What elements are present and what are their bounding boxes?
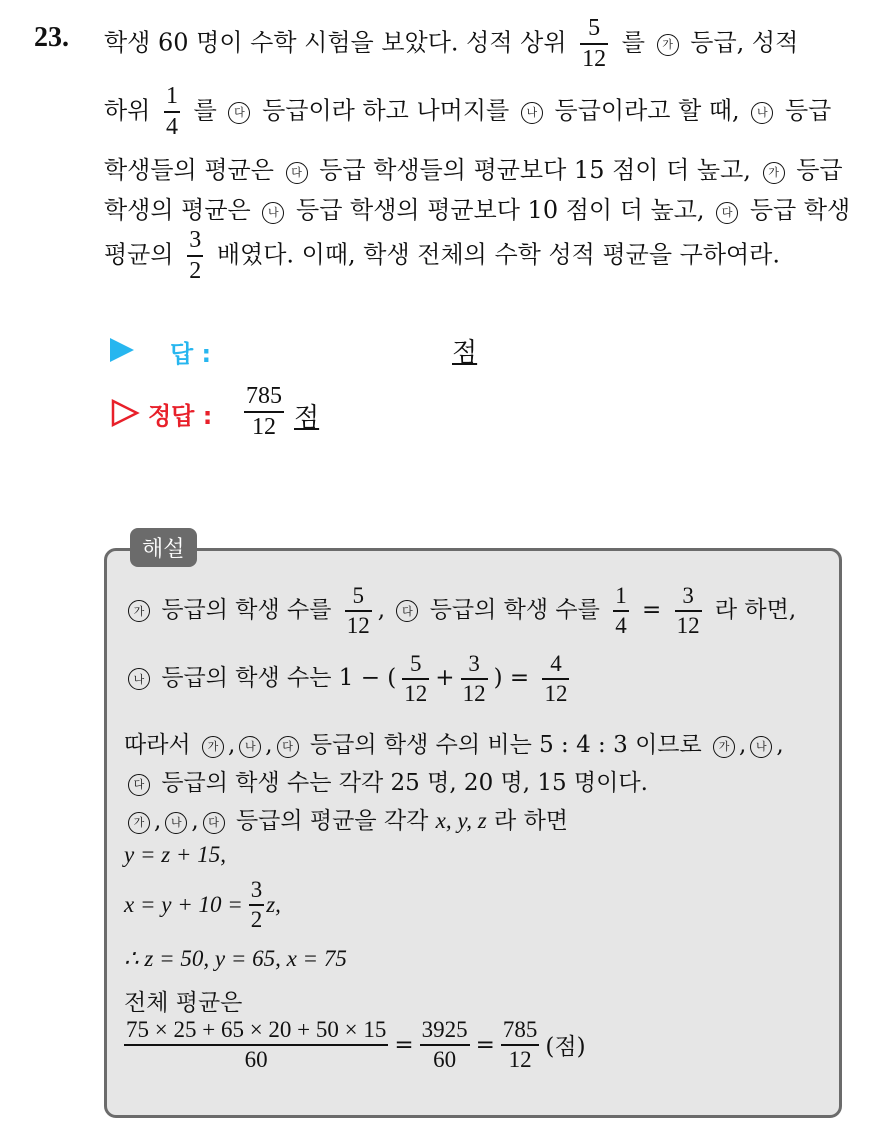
correct-answer — [238, 384, 319, 440]
explanation-line-3: 따라서 가 , 나 , 다 등급의 학생 수의 비는 5 : 4 : 3 이므로 가 , 나 , — [124, 732, 784, 758]
equals-sign: = — [394, 1031, 414, 1058]
grade-na-mark: 나 — [750, 736, 772, 758]
grade-da-mark: 다 — [203, 812, 225, 834]
problem-text: 를 — [193, 96, 217, 125]
problem-line-2 — [104, 84, 831, 140]
grade-na-mark: 나 — [521, 102, 543, 124]
fraction: $\frac{5}{12}$ — [404, 651, 428, 706]
problem-text: 학생의 평균은 — [104, 196, 251, 224]
problem-text: 학생들의 평균은 — [104, 156, 274, 184]
explanation-line-9: 전체 평균은 — [124, 990, 243, 1016]
grade-ga-mark: 가 — [657, 34, 679, 56]
equation-solution: ∴ z = 50, y = 65, x = 75 — [124, 946, 347, 971]
problem-text: 학생 60 명이 수학 시험을 보았다. 성적 상위 — [104, 28, 567, 57]
grade-da-mark: 다 — [286, 162, 308, 184]
answer-blank[interactable]: 점 — [452, 338, 478, 368]
grade-da-mark: 다 — [396, 600, 418, 622]
explanation-line-1 — [124, 584, 796, 638]
fraction-total: $\frac{75 \times 25 + 65 \times 20 + 50 \times 15}{60}$ — [126, 1017, 387, 1072]
explanation-text: 따라서 — [124, 732, 191, 758]
equation-text: x = y + 10 = — [124, 891, 243, 917]
explanation-text: ) = — [493, 664, 530, 691]
fraction-3-2: $\frac{3}{2}$ — [189, 227, 202, 284]
explanation-line-4 — [124, 764, 648, 797]
explanation-text: 등급의 학생 수를 — [429, 596, 600, 623]
unit-label: (점) — [545, 1034, 586, 1061]
answer-arrow-icon — [110, 338, 134, 362]
question-number: 23. — [34, 22, 69, 53]
explanation-text: 등급의 학생 수를 — [161, 596, 332, 623]
explanation-text: 라 하면 — [494, 808, 569, 834]
explanation-tab: 해설 — [130, 528, 197, 567]
grade-na-mark: 나 — [239, 736, 261, 758]
grade-ga-mark: 가 — [763, 162, 785, 184]
fraction: $\frac{1}{4}$ — [615, 583, 627, 638]
equation-text: z, — [266, 891, 281, 917]
problem-line-1 — [104, 16, 798, 72]
fraction: $\frac{3}{12}$ — [676, 583, 700, 638]
problem-text: 하위 — [104, 96, 151, 125]
explanation-text: 라 하면, — [714, 596, 797, 623]
answer-label: 답 : — [170, 340, 212, 368]
grade-da-mark: 다 — [128, 774, 150, 796]
equals-sign: = — [475, 1031, 495, 1058]
final-calculation — [124, 1018, 586, 1072]
explanation-text: 등급의 평균을 각각 — [235, 808, 429, 834]
fraction-1-4: $\frac{1}{4}$ — [166, 83, 179, 140]
fraction-5-12: $\frac{5}{12}$ — [582, 15, 607, 72]
problem-text: 등급, 성적 — [690, 28, 799, 57]
fraction: $\frac{5}{12}$ — [346, 583, 370, 638]
fraction: $\frac{4}{12}$ — [544, 651, 568, 706]
problem-text: 평균의 — [104, 240, 174, 269]
fraction: $\frac{3}{12}$ — [462, 651, 486, 706]
grade-na-mark: 나 — [751, 102, 773, 124]
grade-ga-mark: 가 — [713, 736, 735, 758]
correct-arrow-icon — [110, 398, 140, 428]
grade-da-mark: 다 — [716, 202, 738, 224]
grade-na-mark: 나 — [165, 812, 187, 834]
problem-text: 등급 — [784, 96, 832, 125]
grade-ga-mark: 가 — [128, 812, 150, 834]
grade-ga-mark: 가 — [202, 736, 224, 758]
grade-da-mark: 다 — [228, 102, 250, 124]
fraction: $\frac{3}{2}$ — [250, 877, 263, 932]
explanation-text: , — [377, 596, 386, 623]
problem-text: 등급이라 하고 나머지를 — [262, 96, 510, 125]
correct-unit: 점 — [294, 403, 320, 434]
fraction-785-12: $\frac{785}{12}$ — [246, 383, 282, 440]
problem-line-5 — [104, 228, 780, 284]
problem-text: 등급 학생 — [749, 196, 851, 224]
grade-na-mark: 나 — [262, 202, 284, 224]
problem-line-4 — [104, 190, 850, 225]
problem-text: 등급 학생들의 평균보다 15 점이 더 높고, — [319, 156, 751, 184]
equation-x — [124, 878, 281, 932]
grade-da-mark: 다 — [277, 736, 299, 758]
explanation-text: 등급의 학생 수는 1 − ( — [161, 664, 397, 691]
explanation-text: 등급의 학생 수의 비는 5 : 4 : 3 이므로 — [309, 732, 702, 758]
explanation-text: 등급의 학생 수는 각각 25 명, 20 명, 15 명이다. — [161, 770, 648, 796]
problem-line-3 — [104, 150, 843, 185]
grade-ga-mark: 가 — [128, 600, 150, 622]
equation-y: y = z + 15, — [124, 842, 226, 867]
explanation-line-2 — [124, 652, 575, 706]
correct-label: 정답 : — [148, 402, 213, 430]
fraction: $\frac{785}{12}$ — [502, 1017, 538, 1072]
problem-text: 배였다. 이때, 학생 전체의 수학 성적 평균을 구하여라. — [216, 240, 780, 269]
plus-sign: + — [435, 664, 455, 691]
problem-text: 등급 학생의 평균보다 10 점이 더 높고, — [296, 196, 705, 224]
grade-na-mark: 나 — [128, 668, 150, 690]
explanation-line-5: 가 , 나 , 다 등급의 평균을 각각 x, y, z 라 하면 — [124, 802, 568, 835]
fraction: $\frac{3925}{60}$ — [421, 1017, 468, 1072]
variables-xyz: x, y, z — [435, 808, 487, 833]
equals-sign: = — [642, 596, 662, 623]
problem-text: 등급 — [796, 156, 843, 184]
problem-text: 등급이라고 할 때, — [554, 96, 740, 125]
problem-text: 를 — [621, 28, 645, 57]
